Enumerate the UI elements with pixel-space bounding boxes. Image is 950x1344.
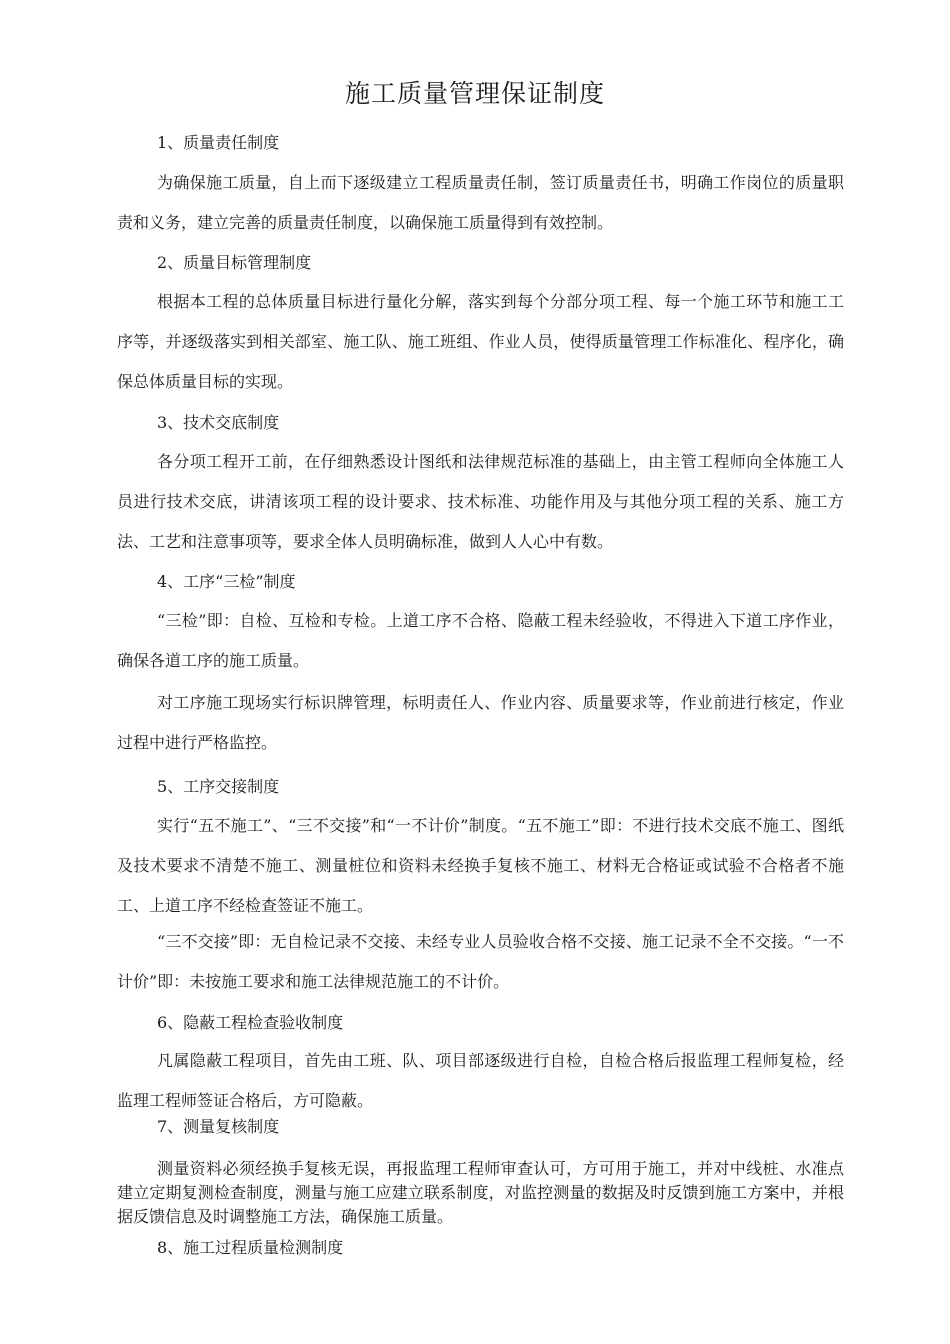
document-title: 施工质量管理保证制度 <box>344 79 605 108</box>
section-heading-8: 8、施工过程质量检测制度 <box>157 1238 344 1257</box>
section-heading-3: 3、技术交底制度 <box>157 413 280 432</box>
section-1-paragraph-1: 为确保施工质量，自上而下逐级建立工程质量责任制，签订质量责任书，明确工作岗位的质量职责和义务，建立完善的质量责任制度，以确保施工质量得到有效控制。 <box>117 173 844 232</box>
section-4-paragraph-2: 对工序施工现场实行标识牌管理，标明责任人、作业内容、质量要求等，作业前进行核定，作业过程中进行严格监控。 <box>117 693 844 752</box>
section-7-paragraph-1: 测量资料必须经换手复核无误，再报监理工程师审查认可，方可用于施工，并对中线桩、水准点建立定期复测检查制度，测量与施工应建立联系制度，对监控测量的数据及时反馈到施工方案中，并根据反馈信息及时调整施工方法，确保施工质量。 <box>117 1159 844 1226</box>
section-5-paragraph-1: 实行“五不施工”、“三不交接”和“一不计价”制度。“五不施工”即：不进行技术交底不施工、图纸及技术要求不清楚不施工、测量桩位和资料未经换手复核不施工、材料无合格证或试验不合格者不施工、上道工序不经检查签证不施工。 <box>117 816 844 915</box>
section-2-paragraph-1: 根据本工程的总体质量目标进行量化分解，落实到每个分部分项工程、每一个施工环节和施工工序等，并逐级落实到相关部室、施工队、施工班组、作业人员，使得质量管理工作标准化、程序化，确保总体质量目标的实现。 <box>117 292 844 391</box>
section-3-paragraph-1: 各分项工程开工前，在仔细熟悉设计图纸和法律规范标准的基础上，由主管工程师向全体施工人员进行技术交底，讲清该项工程的设计要求、技术标准、功能作用及与其他分项工程的关系、施工方法、工艺和注意事项等，要求全体人员明确标准，做到人人心中有数。 <box>117 452 844 551</box>
section-heading-5: 5、工序交接制度 <box>157 777 280 796</box>
section-heading-1: 1、质量责任制度 <box>157 133 280 152</box>
section-heading-7: 7、测量复核制度 <box>157 1117 280 1136</box>
section-6-paragraph-1: 凡属隐蔽工程项目，首先由工班、队、项目部逐级进行自检，自检合格后报监理工程师复检，经监理工程师签证合格后，方可隐蔽。 <box>117 1051 844 1110</box>
section-heading-6: 6、隐蔽工程检查验收制度 <box>157 1013 344 1032</box>
section-heading-4: 4、工序“三检”制度 <box>157 572 296 591</box>
section-4-paragraph-1: “三检”即：自检、互检和专检。上道工序不合格、隐蔽工程未经验收，不得进入下道工序作业，确保各道工序的施工质量。 <box>117 611 844 670</box>
section-5-paragraph-2: “三不交接”即：无自检记录不交接、未经专业人员验收合格不交接、施工记录不全不交接。“一不计价”即：未按施工要求和施工法律规范施工的不计价。 <box>117 932 844 991</box>
section-heading-2: 2、质量目标管理制度 <box>157 253 312 272</box>
